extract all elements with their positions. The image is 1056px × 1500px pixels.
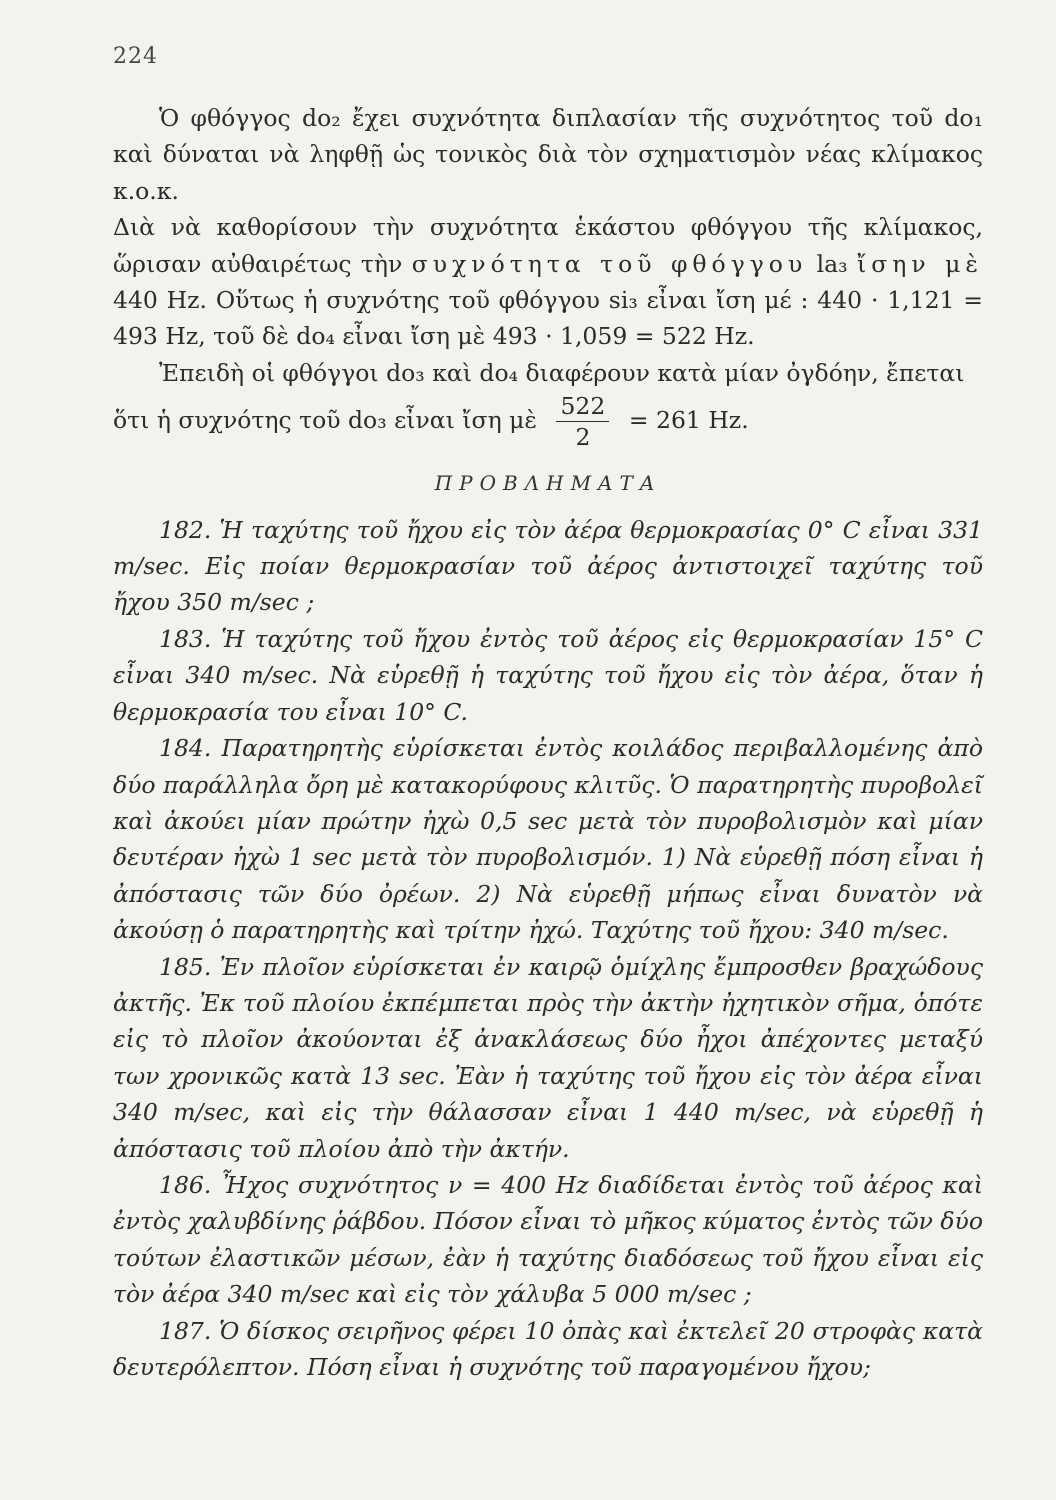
spaced-emphasis: ἴσην μὲ (857, 249, 983, 278)
fraction-denominator: 2 (575, 423, 591, 452)
problem-number: 187. (159, 1316, 212, 1345)
intro-line: Ὁ φθόγγος do₂ ἔχει συχνότητα διπλασίαν τῆς συχνότητος τοῦ do₁ (159, 104, 983, 132)
problem-number: 185. (159, 952, 212, 981)
fraction-line (113, 391, 983, 461)
problem-186 (113, 1167, 983, 1313)
intro-line: καὶ δύναται νὰ ληφθῇ ὡς τονικὸς διὰ τὸν σχηματισμὸν νέας κλίμακος κ.ο.κ. (113, 140, 983, 205)
problem-187 (113, 1313, 983, 1386)
problem-183 (113, 621, 983, 730)
problem-number: 184. (159, 734, 212, 763)
intro-line: 440 Hz. Οὕτως ἡ συχνότης τοῦ φθόγγου si₃ εἶναι ἴση μέ : (113, 286, 809, 315)
intro-line: = 261 Hz. (628, 406, 749, 435)
problem-text: Ἐν πλοῖον εὑρίσκεται ἐν καιρῷ ὁμίχλης ἔμπροσθεν βραχώδους ἀκτῆς. Ἐκ τοῦ πλοίου ἐκπέμπεται πρὸς τὴν ἀκτὴν ἠχητικὸν σῆμα, ὁπότε εἰς τὸ πλοῖον ἀκούονται ἐξ ἀνακλάσεως δύο ἦχοι ἀπέχοντες μεταξύ των χρονικῶς κατὰ 13 sec. Ἐὰν ἡ ταχύτης τοῦ ἤχου εἰς τὸν ἀέρα εἶναι 340 m/sec, καὶ εἰς τὴν θάλασσαν εἶναι 1 440 m/sec, νὰ εὑρεθῇ ἡ ἀπόστασις τοῦ πλοίου ἀπὸ τὴν ἀκτήν. (113, 952, 983, 1163)
intro-line: αὐθαιρέτως τὴν (210, 249, 403, 278)
problem-number: 186. (159, 1170, 212, 1199)
intro-paragraph-1 (113, 100, 983, 209)
fraction-numerator: 522 (556, 391, 609, 422)
intro-paragraph-3 (113, 355, 983, 391)
problem-text: Ἦχος συχνότητος ν = 400 Hz διαδίδεται ἐντὸς τοῦ ἀέρος καὶ ἐντὸς χαλυβδίνης ῥάβδου. Πόσον εἶναι τὸ μῆκος κύματος ἐντὸς τῶν δύο τούτων ἐλαστικῶν μέσων, ἐὰν ἡ ταχύτης διαδόσεως τοῦ ἤχου εἶναι εἰς τὸν ἀέρα 340 m/sec καὶ εἰς τὸν χάλυβα 5 000 m/sec ; (113, 1170, 983, 1309)
intro-line: 440 · 1,121 = 493 Hz, τοῦ δὲ do₄ εἶναι ἴση μὲ 493 · 1,059 = 522 Hz. (113, 286, 983, 351)
problem-182 (113, 512, 983, 621)
note-name: la₃ (816, 249, 848, 278)
problem-text: Παρατηρητὴς εὑρίσκεται ἐντὸς κοιλάδος περιβαλλομένης ἀπὸ δύο παράλληλα ὄρη μὲ κατακορύφους κλιτῦς. Ὁ παρατηρητὴς πυροβολεῖ καὶ ἀκούει μίαν πρώτην ἠχὼ 0,5 sec μετὰ τὸν πυροβολισμὸν καὶ μίαν δευτέραν ἠχὼ 1 sec μετὰ τὸν πυροβολισμόν. 1) Νὰ εὑρεθῇ πόση εἶναι ἡ ἀπόστασις τῶν δύο ὀρέων. 2) Νὰ εὑρεθῇ μήπως εἶναι δυνατὸν νὰ ἀκούσῃ ὁ παρατηρητὴς καὶ τρίτην ἠχώ. Ταχύτης τοῦ ἤχου: 340 m/sec. (113, 734, 983, 945)
problem-text: Ἡ ταχύτης τοῦ ἤχου ἐντὸς τοῦ ἀέρος εἰς θερμοκρασίαν 15° C εἶναι 340 m/sec. Νὰ εὑρεθῇ ἡ ταχύτης τοῦ ἤχου εἰς τὸν ἀέρα, ὅταν ἡ θερμοκρασία του εἶναι 10° C. (113, 624, 983, 726)
problem-number: 183. (159, 624, 212, 653)
section-heading: ΠΡΟΒΛΗΜΑΤΑ (434, 471, 662, 496)
intro-line: Διὰ νὰ καθορίσουν τὴν συχνότητα ἑκάστου φθόγγου τῆς κλίμακος, ὥρισαν (113, 213, 983, 278)
problem-text: Ἡ ταχύτης τοῦ ἤχου εἰς τὸν ἀέρα θερμοκρασίας 0° C εἶναι 331 m/sec. Εἰς ποίαν θερμοκρασίαν τοῦ ἀέρος ἀντιστοιχεῖ ταχύτης τοῦ ἤχου 350 m/sec ; (113, 515, 983, 617)
problem-number: 182. (159, 515, 212, 544)
problem-text: Ὁ δίσκος σειρῆνος φέρει 10 ὀπὰς καὶ ἐκτελεῖ 20 στροφὰς κατὰ δευτερόλεπτον. Πόση εἶναι ἡ συχνότης τοῦ παραγομένου ἤχου; (113, 1316, 983, 1381)
problem-185 (113, 949, 983, 1167)
spaced-emphasis: συχνότητα τοῦ φθόγγου (411, 249, 808, 278)
fraction (556, 391, 609, 452)
body-text (113, 100, 983, 1385)
intro-line: ὅτι ἡ συχνότης τοῦ do₃ εἶναι ἴση μὲ (113, 406, 537, 435)
page-number: 224 (113, 44, 158, 69)
intro-line: Ἐπειδὴ οἱ φθόγγοι do₃ καὶ do₄ διαφέρουν κατὰ μίαν ὀγδόην, ἔπεται (159, 358, 965, 387)
intro-paragraph-2 (113, 209, 983, 355)
problem-184 (113, 730, 983, 948)
